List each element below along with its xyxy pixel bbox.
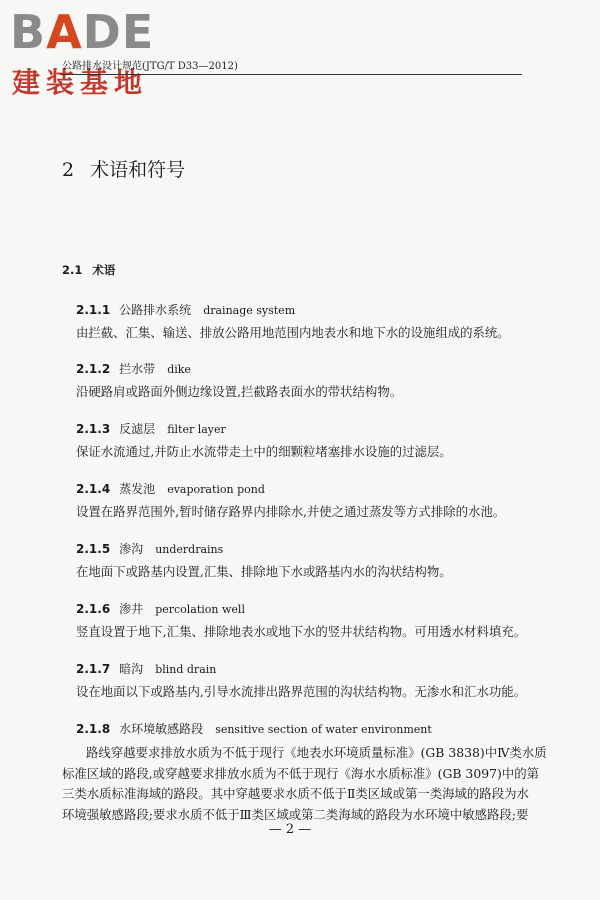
term-name-cn: 拦水带	[119, 362, 156, 376]
chapter-number: 2	[62, 159, 75, 181]
term-number: 2.1.4	[76, 482, 111, 496]
term-heading	[76, 302, 536, 319]
section-title	[62, 262, 115, 278]
term-definition: 设置在路界范围外,暂时储存路界内排除水,并使之通过蒸发等方式排除的水池。	[76, 504, 506, 519]
watermark-logo	[10, 6, 180, 106]
definition-line: 标准区域的路段,或穿越要求排放水质为不低于现行《海水水质标准》(GB 3097)中的第	[62, 765, 539, 781]
term-entry	[76, 361, 536, 400]
term-number: 2.1.3	[76, 422, 111, 436]
term-name-cn: 暗沟	[119, 662, 144, 676]
term-definition: 保证水流通过,并防止水流带走土中的细颗粒堵塞排水设施的过滤层。	[76, 444, 452, 459]
term-entry	[76, 661, 536, 700]
term-number: 2.1.1	[76, 303, 111, 317]
term-name-cn: 蒸发池	[119, 482, 156, 496]
term-heading	[76, 541, 536, 558]
term-definition: 沿硬路肩或路面外侧边缘设置,拦截路表面水的带状结构物。	[76, 384, 403, 399]
term-number: 2.1.7	[76, 662, 111, 676]
header-divider	[60, 74, 522, 75]
term-definition: 竖直设置于地下,汇集、排除地表水或地下水的竖井状结构物。可用透水材料填充。	[76, 624, 527, 639]
term-heading	[76, 421, 536, 438]
term-heading	[76, 721, 536, 738]
term-name-cn: 水环境敏感路段	[119, 722, 204, 736]
running-header: 公路排水设计规范(JTG/T D33—2012)	[62, 61, 238, 72]
term-name-en: evaporation pond	[167, 483, 265, 496]
term-name-cn: 公路排水系统	[119, 303, 192, 317]
term-definition-long	[62, 743, 547, 825]
page-number: — 2 —	[268, 822, 312, 837]
term-name-en: dike	[167, 363, 191, 376]
term-name-cn: 反滤层	[119, 422, 156, 436]
chapter-heading: 术语和符号	[90, 159, 186, 181]
term-entry	[76, 601, 536, 640]
definition-line: 环境强敏感路段;要求水质不低于Ⅲ类区域或第二类海域的路段为水环境中敏感路段;要	[62, 806, 529, 822]
term-heading	[76, 481, 536, 498]
term-number: 2.1.2	[76, 362, 111, 376]
term-number: 2.1.6	[76, 602, 111, 616]
term-name-en: percolation well	[155, 603, 245, 616]
term-name-en: underdrains	[155, 543, 224, 556]
term-entry	[76, 481, 536, 520]
term-definition: 由拦截、汇集、输送、排放公路用地范围内地表水和地下水的设施组成的系统。	[76, 325, 510, 340]
term-entry	[76, 302, 536, 341]
term-entry	[76, 721, 536, 738]
term-entry	[76, 541, 536, 580]
term-number: 2.1.8	[76, 722, 111, 736]
term-name-en: sensitive section of water environment	[215, 723, 432, 736]
term-number: 2.1.5	[76, 542, 111, 556]
term-heading	[76, 601, 536, 618]
term-heading	[76, 661, 536, 678]
term-heading	[76, 361, 536, 378]
definition-line: 三类水质标准海域的路段。其中穿越要求水质不低于Ⅱ类区域或第一类海域的路段为水	[62, 786, 529, 801]
definition-line: 路线穿越要求排放水质为不低于现行《地表水环境质量标准》(GB 3838)中Ⅳ类水质	[86, 745, 547, 760]
watermark-brand: BADE	[10, 5, 155, 59]
term-name-cn: 渗沟	[119, 542, 144, 556]
watermark-subtitle: 建装基地	[12, 66, 149, 99]
term-definition: 设在地面以下或路基内,引导水流排出路界范围的沟状结构物。无渗水和汇水功能。	[76, 684, 527, 699]
term-name-en: drainage system	[203, 304, 296, 317]
chapter-title	[62, 155, 185, 182]
section-number: 2.1	[62, 263, 83, 277]
term-definition: 在地面下或路基内设置,汇集、排除地下水或路基内水的沟状结构物。	[76, 564, 452, 579]
term-name-cn: 渗井	[119, 602, 144, 616]
term-name-en: filter layer	[167, 423, 226, 436]
term-entry	[76, 421, 536, 460]
term-name-en: blind drain	[155, 663, 217, 676]
section-heading: 术语	[92, 263, 116, 277]
